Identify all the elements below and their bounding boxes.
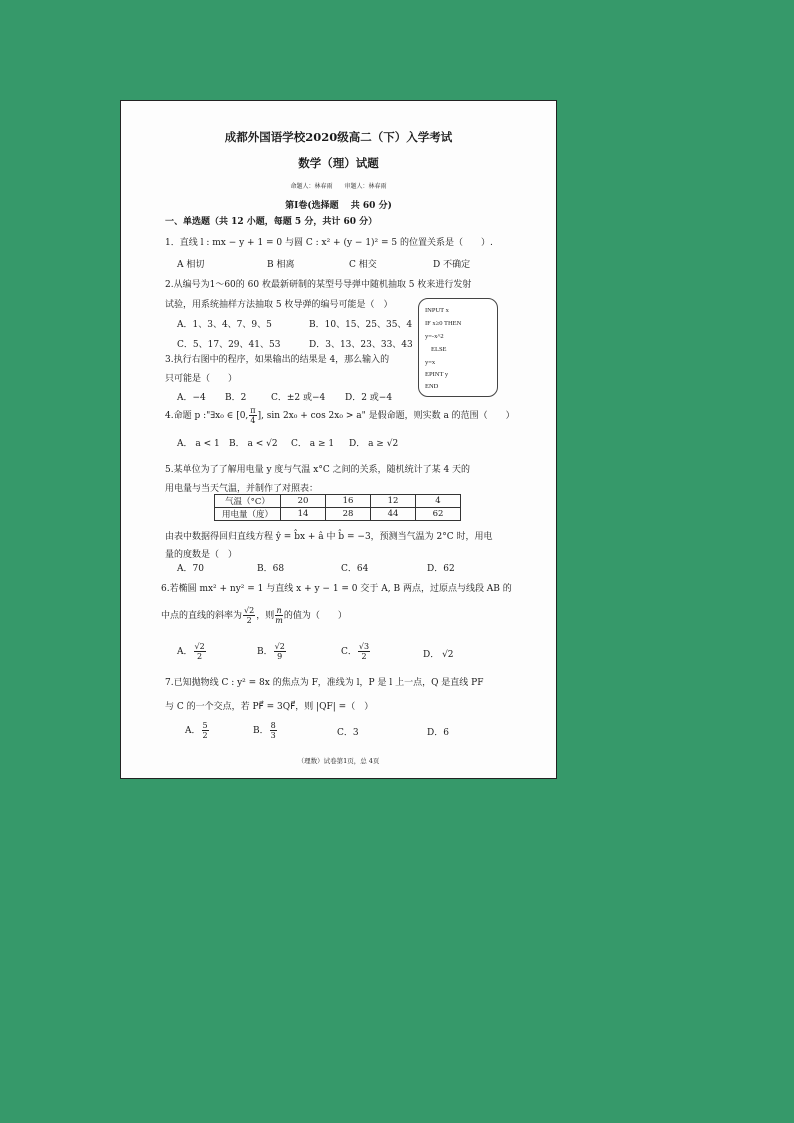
fraction-numerator: √2 — [194, 642, 205, 651]
q3-option-c: C．±2 或−4 — [271, 393, 326, 403]
option-label: C． — [341, 647, 357, 657]
q7-option-d: D．6 — [427, 728, 449, 738]
section-heading: 第Ⅰ卷(选择题 共 60 分) — [285, 201, 392, 211]
fraction-denominator: m — [275, 616, 283, 625]
fraction-numerator: 8 — [270, 721, 276, 730]
q2-option-d: D．3、13、23、33、43 — [309, 340, 413, 350]
program-line: y=x — [425, 359, 436, 366]
data-table — [214, 494, 461, 521]
fraction-denominator: 2 — [361, 652, 367, 661]
program-box — [418, 298, 498, 397]
page-footer: （理数）试卷第1页，总 4页 — [297, 757, 380, 765]
fraction-numerator: 5 — [202, 721, 208, 730]
authors-line: 命题人：林春雨 审题人：林春雨 — [290, 183, 387, 190]
q1-stem: 1．直线 l : mx − y + 1 = 0 与圆 C : x² + (y − 1)² = 5 的位置关系是（ ）. — [165, 238, 493, 248]
table-cell: 28 — [326, 508, 371, 521]
q4-stem-pre: 4.命题 p :"∃x₀ ∈ [0, — [165, 411, 249, 421]
q2-line2: 试验，用系统抽样方法抽取 5 枚导弹的编号可能是（ ） — [165, 300, 393, 310]
fraction-denominator: 2 — [197, 652, 203, 661]
q3-option-b: B．2 — [225, 393, 247, 403]
fraction — [274, 642, 286, 661]
q6-line2 — [161, 606, 347, 625]
q3-option-a: A．−4 — [177, 393, 206, 403]
fraction-numerator: n — [276, 606, 282, 615]
fraction — [194, 642, 206, 661]
q4-option-c: C． a ≥ 1 — [291, 439, 335, 449]
q5-line4: 量的度数是（ ） — [165, 550, 238, 560]
q5-line2: 用电量与当天气温，并制作了对照表： — [165, 484, 319, 494]
option-label: B． — [253, 726, 269, 736]
q4-stem — [165, 406, 515, 425]
fraction-denominator: 4 — [250, 416, 256, 425]
option-label: B． — [257, 647, 273, 657]
q7-line2: 与 C 的一个交点，若 PF⃗ = 3QF⃗，则 |QF| =（ ） — [165, 702, 374, 712]
q6-line2-pre: 中点的直线的斜率为 — [161, 611, 243, 621]
q1-option-b: B 相离 — [267, 260, 295, 270]
fraction — [249, 406, 256, 425]
table-cell: 44 — [371, 508, 416, 521]
fraction-denominator: 2 — [202, 731, 208, 740]
q4-option-b: B． a < √2 — [229, 439, 278, 449]
q5-option-c: C．64 — [341, 564, 369, 574]
q2-option-a: A．1、3、4、7、9、5 — [177, 320, 272, 330]
q7-option-a — [185, 721, 210, 740]
option-label: A． — [185, 726, 201, 736]
q6-option-a — [177, 642, 207, 661]
fraction-denominator: 3 — [270, 731, 276, 740]
fraction — [275, 606, 283, 625]
fraction-numerator: π — [250, 406, 256, 415]
option-label: A． — [177, 647, 193, 657]
q7-option-b — [253, 721, 278, 740]
fraction — [243, 606, 255, 625]
table-cell: 20 — [281, 495, 326, 508]
q5-option-b: B．68 — [257, 564, 285, 574]
table-cell: 12 — [371, 495, 416, 508]
q4-stem-post: ], sin 2x₀ + cos 2x₀ > a" 是假命题，则实数 a 的范围（ ） — [257, 411, 515, 421]
fraction — [202, 721, 209, 740]
fraction — [270, 721, 277, 740]
q4-option-a: A． a < 1 — [177, 439, 220, 449]
q6-option-b — [257, 642, 287, 661]
q2-option-b: B．10、15、25、35、4 — [309, 320, 413, 330]
fraction-numerator: √3 — [358, 642, 370, 651]
q2-option-c: C．5、17、29、41、53 — [177, 340, 281, 350]
fraction-denominator: 9 — [277, 652, 283, 661]
exam-subtitle: 数学（理）试题 — [298, 156, 379, 170]
table-cell: 4 — [416, 495, 461, 508]
program-line: END — [425, 383, 439, 390]
q5-line1: 5.某单位为了了解用电量 y 度与气温 x°C 之间的关系，随机统计了某 4 天的 — [165, 465, 471, 475]
program-line: IF x≥0 THEN — [425, 320, 462, 327]
table-cell: 14 — [281, 508, 326, 521]
q6-option-c — [341, 642, 371, 661]
q2-line1: 2.从编号为1～60的 60 枚最新研制的某型号导弹中随机抽取 5 枚来进行发射 — [165, 280, 472, 290]
q5-option-a: A．70 — [177, 564, 204, 574]
q1-option-c: C 相交 — [349, 260, 377, 270]
q3-line1: 3.执行右图中的程序，如果输出的结果是 4，那么输入的 — [165, 355, 390, 365]
table-row — [215, 495, 461, 508]
table-cell: 16 — [326, 495, 371, 508]
q1-option-a: A 相切 — [177, 260, 205, 270]
part-heading: 一、单选题（共 12 小题，每题 5 分，共计 60 分） — [165, 217, 378, 227]
q1-option-d: D 不确定 — [433, 260, 471, 270]
q5-line3: 由表中数据得回归直线方程 ŷ = b̂x + â 中 b̂ = −3，预测当气温为 2°C 时，用电 — [165, 532, 493, 542]
fraction-numerator: √2 — [274, 642, 285, 651]
q3-line2: 只可能是（ ） — [165, 374, 238, 384]
exam-page — [120, 100, 557, 779]
fraction-numerator: √2 — [244, 606, 255, 615]
table-row — [215, 508, 461, 521]
q6-line2-post: 的值为（ ） — [283, 611, 347, 621]
q6-option-d: D． √2 — [423, 650, 454, 660]
q7-option-c: C．3 — [337, 728, 359, 738]
program-line: y=-x^2 — [425, 333, 444, 340]
table-cell: 62 — [416, 508, 461, 521]
q6-line1: 6.若椭圆 mx² + ny² = 1 与直线 x + y − 1 = 0 交于 A, B 两点，过原点与线段 AB 的 — [161, 584, 512, 594]
q7-line1: 7.已知抛物线 C : y² = 8x 的焦点为 F，准线为 l，P 是 l 上一点，Q 是直线 PF — [165, 678, 484, 688]
fraction — [358, 642, 370, 661]
table-cell: 用电量（度） — [215, 508, 281, 521]
q3-option-d: D．2 或−4 — [345, 393, 393, 403]
exam-title: 成都外国语学校2020级高二（下）入学考试 — [224, 130, 453, 144]
program-line: INPUT x — [425, 307, 449, 314]
program-line: EPINT y — [425, 371, 449, 378]
q4-option-d: D． a ≥ √2 — [349, 439, 399, 449]
table-cell: 气温（°C） — [215, 495, 281, 508]
fraction-denominator: 2 — [246, 616, 252, 625]
program-line: ELSE — [431, 346, 447, 353]
q5-option-d: D．62 — [427, 564, 455, 574]
q6-line2-mid: ，则 — [256, 611, 275, 621]
